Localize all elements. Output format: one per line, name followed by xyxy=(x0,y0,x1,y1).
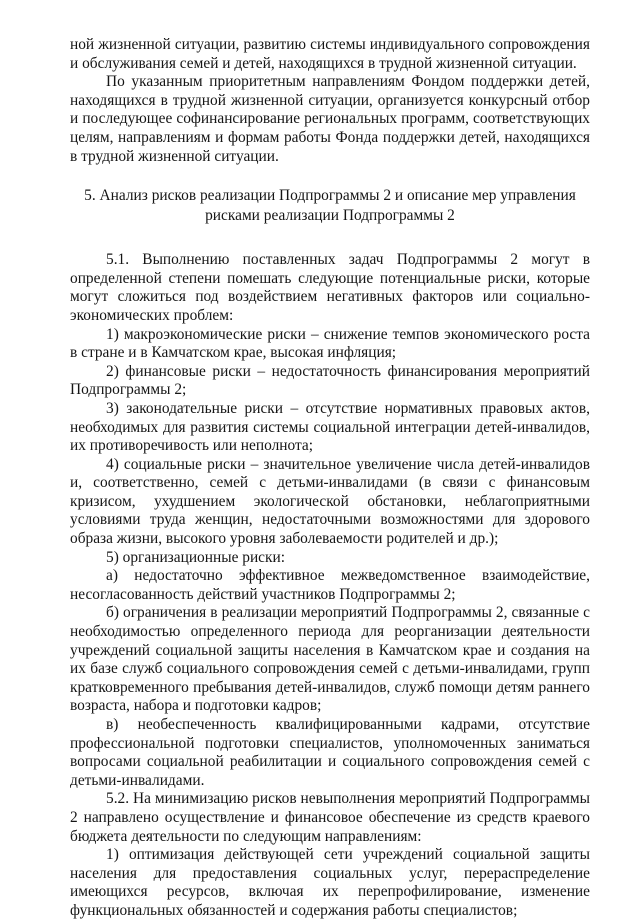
sub-item-v: в) необеспеченность квалифицированными кадрами, отсутствие профессиональной подготовки специалистов, уполномоченных заниматься вопросами социальной реабилитации и социального сопровождения семей с детьми-инвалидами. xyxy=(70,716,590,789)
intro-continuation: ной жизненной ситуации, развитию системы индивидуального сопровождения и обслуживания семей и детей, находящихся в трудной жизненной ситуации. xyxy=(70,36,590,72)
sub-item-b: б) ограничения в реализации мероприятий Подпрограммы 2, связанные с необходимостью определенного периода для реорганизации деятельности учреждений социальной защиты населения в Камчатском крае и создания на их базе служб социального сопровождения семей с детьми-инвалидами, групп кратковременного пребывания детей-инвалидов, служб помощи детям раннего возраста, набора и подготовки кадров; xyxy=(70,604,590,715)
list-item-financial-risks: 2) финансовые риски – недостаточность финансирования мероприятий Подпрограммы 2; xyxy=(70,362,590,399)
list-item-organizational-risks: 5) организационные риски: xyxy=(106,548,285,566)
list-item-social-risks: 4) социальные риски – значительное увеличение числа детей-инвалидов и, соответственно, семей с детьми-инвалидами (в связи с финансовым кризисом, ухудшением экологической обстановки, неблагоприятными условиями труда женщин, недостаточными возможностями для здорового образа жизни, высокого уровня заболеваемости родителей и др.); xyxy=(70,455,590,548)
paragraph-5-1: 5.1. Выполнению поставленных задач Подпрограммы 2 могут в определенной степени помешать следующие потенциальные риски, которые могут сложиться под воздействием негативных факторов или социально-экономических проблем: xyxy=(70,251,590,324)
section-heading xyxy=(70,186,590,226)
list-item-macroeconomic-risks: 1) макроэкономические риски – снижение темпов экономического роста в стране и в Камчатском крае, высокая инфляция; xyxy=(70,325,590,362)
document-page xyxy=(70,36,590,921)
section-title-line2: рисками реализации Подпрограммы 2 xyxy=(205,207,455,225)
list-item-legislative-risks: 3) законодательные риски – отсутствие нормативных правовых актов, необходимых для развития системы социальной интеграции детей-инвалидов, их противоречивость или неполнота; xyxy=(70,399,590,455)
section-title-line1: 5. Анализ рисков реализации Подпрограммы 2 и описание мер управления xyxy=(84,187,576,205)
intro-paragraph: По указанным приоритетным направлениям Фондом поддержки детей, находящихся в трудной жизненной ситуации, организуется конкурсный отбор и последующее софинансирование региональных программ, соответствующих целям, направлениям и формам работы Фонда поддержки детей, находящихся в трудной жизненной ситуации. xyxy=(70,73,590,165)
paragraph-5-2: 5.2. На минимизацию рисков невыполнения мероприятий Подпрограммы 2 направлено осуществление и финансовое обеспечение из средств краевого бюджета деятельности по следующим направлениям: xyxy=(70,790,590,845)
sub-item-a: а) недостаточно эффективное межведомственное взаимодействие, несогласованность действий участников Подпрограммы 2; xyxy=(70,567,590,603)
list-item-optimization: 1) оптимизация действующей сети учреждений социальной защиты населения для предоставления социальных услуг, перераспределение имеющихся ресурсов, включая их перепрофилирование, изменение функциональных обязанностей и содержания работы специалистов; xyxy=(70,846,590,919)
